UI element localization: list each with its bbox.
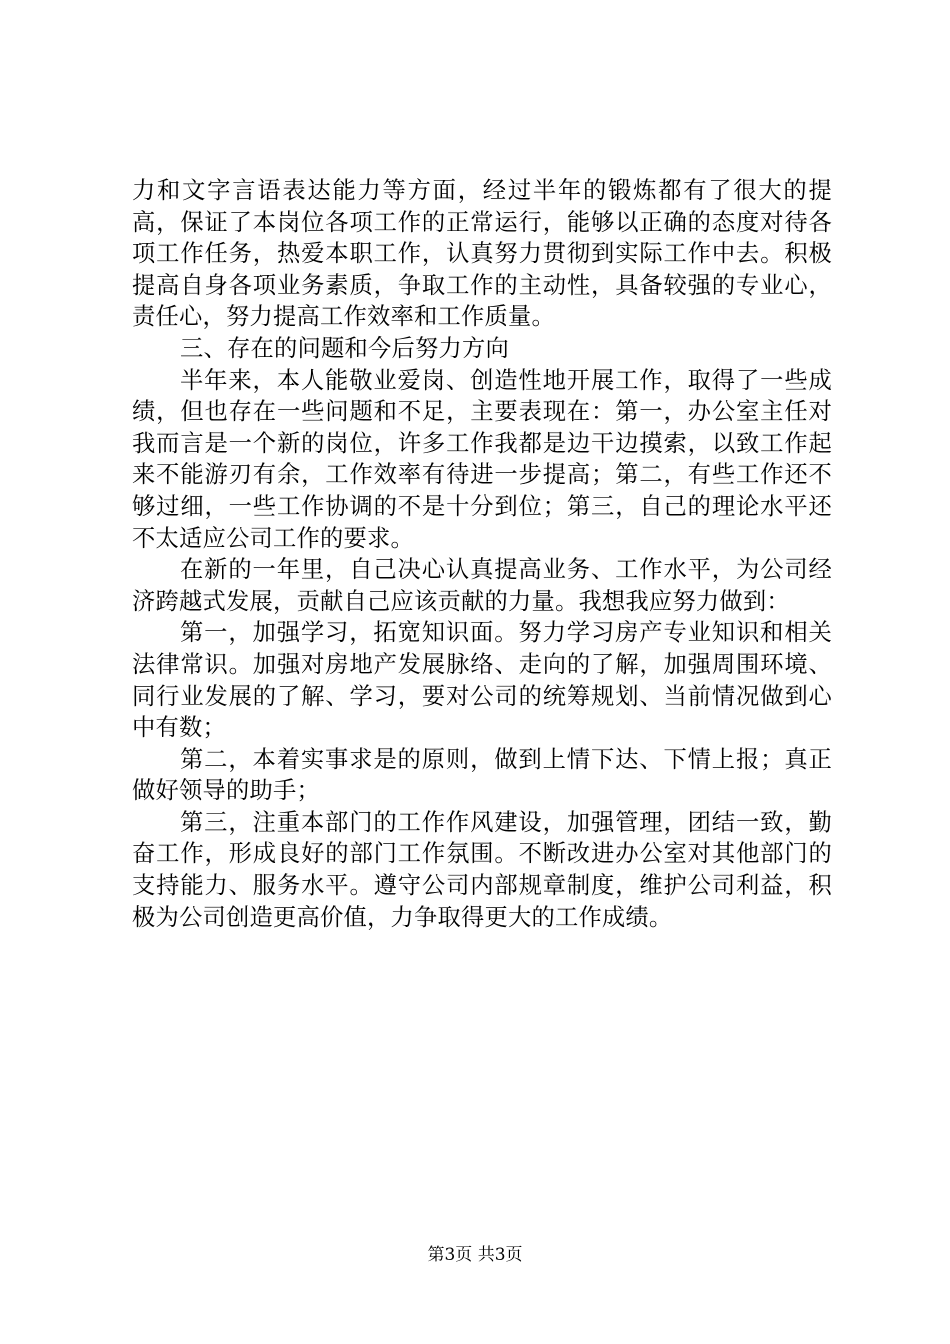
paragraph-continuation: 力和文字言语表达能力等方面，经过半年的锻炼都有了很大的提高，保证了本岗位各项工作的正常运行，能够以正确的态度对待各项工作任务，热爱本职工作，认真努力贯彻到实际工作中去。积极提高自身各项业务素质，争取工作的主动性，具备较强的专业心，责任心，努力提高工作效率和工作质量。	[132, 177, 832, 331]
page-number: 第3页 共3页	[427, 1245, 523, 1265]
paragraph-new-year: 在新的一年里，自己决心认真提高业务、工作水平，为公司经济跨越式发展，贡献自己应该贡献的力量。我想我应努力做到：	[132, 556, 832, 615]
page-footer	[0, 1244, 950, 1266]
paragraph-point-three: 第三，注重本部门的工作作风建设，加强管理，团结一致，勤奋工作，形成良好的部门工作氛围。不断改进办公室对其他部门的支持能力、服务水平。遵守公司内部规章制度，维护公司利益，积极为公司创造更高价值，力争取得更大的工作成绩。	[132, 808, 832, 931]
paragraph-problems: 半年来，本人能敬业爱岗、创造性地开展工作，取得了一些成绩，但也存在一些问题和不足，主要表现在：第一，办公室主任对我而言是一个新的岗位，许多工作我都是边干边摸索，以致工作起来不能游刃有余，工作效率有待进一步提高；第二，有些工作还不够过细，一些工作协调的不是十分到位；第三，自己的理论水平还不太适应公司工作的要求。	[132, 366, 832, 552]
section-heading: 三、存在的问题和今后努力方向	[180, 334, 509, 362]
paragraph-point-one: 第一，加强学习，拓宽知识面。努力学习房产专业知识和相关法律常识。加强对房地产发展脉络、走向的了解，加强周围环境、同行业发展的了解、学习，要对公司的统筹规划、当前情况做到心中有数；	[132, 619, 832, 742]
document-body	[132, 175, 832, 933]
paragraph-point-two: 第二，本着实事求是的原则，做到上情下达、下情上报；真正做好领导的助手；	[132, 745, 832, 805]
